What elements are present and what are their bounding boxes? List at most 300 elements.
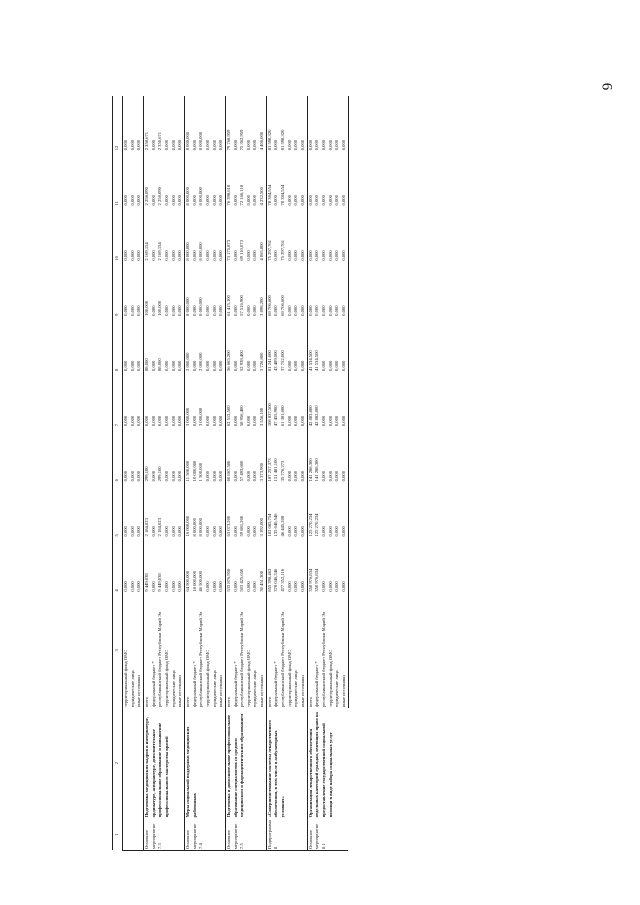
measure-title-cell: Организация лекарственного обеспечения отдельных категорий граждан, имеющих право на предоставление государственной социальной помощи в виде набора социальных услуг (307, 708, 348, 818)
header-cell: 1 (113, 818, 123, 850)
value-cell: 0,000 (191, 360, 197, 371)
value-cell: 0,000 (211, 470, 217, 482)
value-cell: 30 451,300 (259, 571, 265, 592)
value-cell: 0,000 (150, 139, 156, 151)
value-cell: 0,000 (307, 96, 314, 151)
value-cell: 8 000,000 (198, 131, 204, 151)
value-cell: 0,000 (177, 195, 183, 206)
value-cell: 0,000 (245, 250, 251, 261)
value-cell: 0,000 (327, 360, 333, 371)
value-cell: 141 288,300 (307, 427, 314, 482)
value-cell: 42 883,800 (307, 372, 314, 427)
value-cell: 0,000 (136, 195, 142, 206)
value-cell: 0,000 (211, 305, 217, 316)
value-cell: 0,000 (341, 427, 348, 482)
header-cell: 7 (113, 372, 123, 427)
value-cell: 0,000 (334, 470, 340, 482)
value-cell: 0,000 (334, 250, 340, 261)
header-cell: 11 (113, 151, 123, 206)
value-cell: 0,000 (163, 415, 169, 427)
value-cell: 125 270,234 (307, 482, 314, 537)
value-cell: 3 726,800 (259, 352, 265, 371)
value-cell: 141 288,300 (314, 458, 320, 482)
value-cell: 3 000,000 (184, 372, 191, 427)
value-cell: 108 837,500 (266, 372, 273, 427)
value-cell: 0,000 (232, 470, 238, 482)
budget-table (112, 96, 349, 851)
value-cell: 73 175,873 (225, 206, 232, 261)
value-cell: 0,000 (341, 206, 348, 261)
value-cell: 0,000 (177, 581, 183, 592)
value-cell: 0,000 (300, 305, 306, 316)
value-cell: 88,000 (143, 317, 150, 372)
value-cell: 0,000 (163, 360, 169, 371)
value-cell: 0,000 (293, 305, 299, 316)
value-cell: 0,000 (136, 360, 142, 371)
value-cell: 10 000,000 (191, 460, 197, 482)
value-cell: 182 085,754 (266, 482, 273, 537)
value-cell: 0,000 (136, 139, 142, 151)
value-cell: 0,000 (204, 250, 210, 261)
value-cell: 0,000 (293, 360, 299, 371)
funding-source-cell: всего (266, 593, 273, 708)
measure-title-cell: «Совершенствование системы лекарственного обеспечения, в том числе в амбулаторных условиях» (266, 708, 307, 818)
value-cell: 503 425,650 (239, 568, 245, 592)
value-cell: 0,000 (150, 526, 156, 537)
value-cell: 0,000 (300, 415, 306, 427)
funding-source-cell: юридические лица (170, 670, 176, 708)
value-cell: 0,000 (321, 195, 327, 206)
value-cell: 75 297,761 (280, 239, 286, 261)
value-cell: 9 449,038 (157, 573, 163, 592)
value-cell: 0,000 (334, 195, 340, 206)
value-cell: 57 516,900 (239, 295, 245, 316)
value-cell: 0,000 (170, 195, 176, 206)
funding-source-cell: иные источники (259, 675, 265, 708)
value-cell: 0,000 (300, 250, 306, 261)
value-cell: 81 598,320 (266, 96, 273, 151)
value-cell: 0,000 (245, 415, 251, 427)
value-cell: 0,000 (286, 195, 292, 206)
value-cell: 0,000 (191, 305, 197, 316)
funding-source-cell: юридические лица (334, 670, 340, 708)
value-cell: 299,100 (157, 466, 163, 482)
value-cell: 0,000 (177, 360, 183, 371)
value-cell: 2 184,023 (143, 482, 150, 537)
value-cell: 72 166,118 (239, 184, 245, 206)
funding-source-cell: всего (307, 593, 314, 708)
value-cell: 0,000 (273, 250, 279, 261)
value-cell: 8 000,000 (198, 297, 204, 316)
value-cell: 0,000 (218, 526, 224, 537)
value-cell: 0,000 (293, 415, 299, 427)
value-cell: 0,000 (314, 195, 320, 206)
value-cell: 69 110,073 (239, 240, 245, 261)
table-row (184, 96, 191, 851)
value-cell: 0,000 (204, 139, 210, 151)
value-cell: 100,000 (143, 262, 150, 317)
value-cell: 35 776,273 (280, 460, 286, 482)
measure-cell: Подпрограмма 8 (266, 818, 307, 850)
value-cell: 125 270,234 (314, 513, 320, 537)
value-cell: 0,000 (273, 195, 279, 206)
value-cell: 0,000 (300, 470, 306, 482)
value-cell: 0,000 (300, 581, 306, 592)
value-cell: 0,000 (143, 372, 150, 427)
value-cell: 0,000 (129, 305, 135, 316)
value-cell: 0,000 (204, 195, 210, 206)
value-cell: 0,000 (218, 195, 224, 206)
value-cell: 0,000 (341, 151, 348, 206)
funding-source-cell: федеральный бюджет * (191, 661, 197, 708)
header-cell: 4 (113, 538, 123, 593)
value-cell: 0,000 (252, 139, 258, 151)
value-cell: 37 752,000 (280, 350, 286, 371)
value-cell: 0,000 (204, 581, 210, 592)
value-cell: 0,000 (204, 305, 210, 316)
table-row (266, 96, 273, 851)
value-cell: 0,000 (245, 139, 251, 151)
value-cell: 0,000 (286, 139, 292, 151)
value-cell: 0,000 (334, 415, 340, 427)
value-cell: 0,000 (204, 470, 210, 482)
value-cell: 0,000 (245, 360, 251, 371)
value-cell: 350 976,834 (314, 568, 320, 592)
value-cell: 61 381,600 (280, 405, 286, 427)
value-cell: 0,000 (232, 415, 238, 427)
funding-source-cell: иные источники (177, 675, 183, 708)
value-cell: 0,000 (129, 526, 135, 537)
value-cell: 3 192,000 (259, 518, 265, 537)
value-cell: 0,000 (252, 581, 258, 592)
value-cell: 0,000 (150, 581, 156, 592)
value-cell: 0,000 (177, 470, 183, 482)
header-cell: 3 (113, 593, 123, 708)
measure-cell: Основное мероприятие 7.5 (225, 818, 266, 850)
value-cell: 0,000 (204, 526, 210, 537)
value-cell: 0,000 (286, 526, 292, 537)
value-cell: 0,000 (293, 581, 299, 592)
value-cell: 47 455,900 (273, 405, 279, 427)
value-cell: 0,000 (341, 96, 348, 151)
rotated-table-area (112, 96, 536, 851)
value-cell: 0,000 (341, 482, 348, 537)
value-cell: 0,000 (307, 206, 314, 261)
value-cell: 0,000 (170, 360, 176, 371)
value-cell: 2 258,090 (157, 187, 163, 206)
value-cell: 0,000 (170, 415, 176, 427)
value-cell: 0,000 (252, 305, 258, 316)
value-cell: 8 000,000 (184, 151, 191, 206)
value-cell: 0,000 (123, 470, 128, 482)
value-cell: 0,000 (123, 195, 128, 206)
value-cell: 78 384,554 (280, 184, 286, 206)
funding-source-cell: территориальный фонд ОМС (245, 649, 251, 708)
value-cell: 75 297,761 (266, 206, 273, 261)
value-cell: 60 706,600 (280, 295, 286, 316)
value-cell: 0,000 (170, 470, 176, 482)
measure-title-cell: Подготовка и дополнительное профессиональное образование специалистов со средним медицинским и фармацевтическим образованием (225, 708, 266, 818)
value-cell: 0,000 (191, 415, 197, 427)
value-cell: 0,000 (334, 360, 340, 371)
value-cell: 8 000,000 (184, 206, 191, 261)
value-cell: 0,000 (191, 139, 197, 151)
header-cell: 5 (113, 482, 123, 537)
value-cell: 57 493,600 (239, 460, 245, 482)
value-cell: 88,000 (157, 358, 163, 371)
value-cell: 60 867,500 (225, 427, 232, 482)
value-cell: 0,000 (211, 415, 217, 427)
value-cell: 0,000 (136, 526, 142, 537)
value-cell: 0,000 (252, 360, 258, 371)
value-cell: 0,000 (286, 470, 292, 482)
value-cell: 0,000 (163, 581, 169, 592)
value-cell: 0,000 (286, 250, 292, 261)
measure-cell: Основное мероприятие 7.4 (184, 818, 225, 850)
value-cell: 0,000 (245, 195, 251, 206)
value-cell: 0,000 (232, 360, 238, 371)
value-cell: 2 350,671 (157, 131, 163, 151)
value-cell: 0,000 (170, 305, 176, 316)
value-cell: 0,000 (321, 526, 327, 537)
value-cell: 0,000 (136, 470, 142, 482)
value-cell: 0,000 (150, 415, 156, 427)
value-cell: 2 000,000 (184, 317, 191, 372)
value-cell: 0,000 (129, 250, 135, 261)
value-cell: 0,000 (232, 139, 238, 151)
value-cell: 0,000 (123, 250, 128, 261)
value-cell: 0,000 (150, 360, 156, 371)
value-cell: 8 000,000 (198, 187, 204, 206)
value-cell: 0,000 (177, 526, 183, 537)
value-cell: 0,000 (293, 250, 299, 261)
value-cell: 0,000 (218, 415, 224, 427)
value-cell: 46 500,000 (198, 571, 204, 592)
value-cell: 0,000 (314, 139, 320, 151)
value-cell: 43 489,000 (273, 350, 279, 371)
measure-cell (123, 818, 144, 850)
value-cell: 0,000 (252, 470, 258, 482)
funding-source-cell: республиканский бюджет Республики Марий Эл (321, 611, 327, 708)
value-cell: 0,000 (327, 139, 333, 151)
value-cell: 533 876,950 (225, 538, 232, 593)
value-cell: 11 500,000 (184, 427, 191, 482)
measure-title-cell: Меры социальной поддержки медицинских работников (184, 708, 225, 818)
value-cell: 0,000 (150, 305, 156, 316)
value-cell: 76 398,618 (225, 151, 232, 206)
funding-source-cell: всего (225, 593, 232, 708)
value-cell: 0,000 (273, 305, 279, 316)
value-cell: 378 046,346 (273, 568, 279, 592)
value-cell: 0,000 (327, 415, 333, 427)
value-cell: 58 956,400 (239, 405, 245, 427)
value-cell: 2 169,154 (143, 206, 150, 261)
header-cell: 10 (113, 206, 123, 261)
value-cell: 0,000 (123, 139, 128, 151)
value-cell: 0,000 (177, 415, 183, 427)
value-cell: 0,000 (334, 581, 340, 592)
measure-title-cell: Подготовка медицинских кадров в интернатуре, ординатуре, аспирантуре, дополнительное профессиональное образование и повышение профессионального мастерства врачей (143, 708, 184, 818)
value-cell: 8 000,000 (198, 242, 204, 261)
value-cell: 0,000 (314, 305, 320, 316)
funding-source-cell: федеральный бюджет * (232, 661, 238, 708)
value-cell: 0,000 (321, 305, 327, 316)
table-row (143, 96, 150, 851)
value-cell: 0,000 (300, 139, 306, 151)
value-cell: 0,000 (334, 526, 340, 537)
value-cell: 477 352,116 (280, 568, 286, 592)
value-cell: 4 406,000 (259, 131, 265, 151)
value-cell: 0,000 (341, 262, 348, 317)
value-cell: 0,000 (191, 250, 197, 261)
value-cell: 41 534,500 (314, 350, 320, 371)
value-cell: 0,000 (129, 415, 135, 427)
value-cell: 64 500,000 (184, 538, 191, 593)
value-cell: 0,000 (218, 305, 224, 316)
value-cell: 0,000 (123, 360, 128, 371)
value-cell: 0,000 (245, 581, 251, 592)
value-cell: 0,000 (163, 139, 169, 151)
value-cell: 0,000 (129, 195, 135, 206)
value-cell: 0,000 (163, 305, 169, 316)
value-cell: 0,000 (123, 415, 128, 427)
funding-source-cell: иные источники (300, 675, 306, 708)
value-cell: 0,000 (341, 317, 348, 372)
value-cell: 0,000 (273, 139, 279, 151)
value-cell: 0,000 (334, 305, 340, 316)
value-cell: 9 449,038 (143, 538, 150, 593)
value-cell: 0,000 (123, 305, 128, 316)
header-row (113, 96, 123, 851)
value-cell: 0,000 (232, 526, 238, 537)
funding-source-cell: федеральный бюджет * (314, 661, 320, 708)
funding-source-cell: федеральный бюджет * (273, 661, 279, 708)
value-cell: 0,000 (307, 262, 314, 317)
value-cell: 0,000 (232, 250, 238, 261)
value-cell: 0,000 (293, 139, 299, 151)
value-cell: 855 398,462 (266, 538, 273, 593)
header-cell: 8 (113, 317, 123, 372)
value-cell: 0,000 (218, 139, 224, 151)
value-cell: 0,000 (170, 250, 176, 261)
value-cell: 0,000 (129, 360, 135, 371)
value-cell: 0,000 (163, 470, 169, 482)
funding-source-cell: иные источники (218, 675, 224, 708)
value-cell: 0,000 (327, 195, 333, 206)
funding-source-cell: территориальный фонд ОМС (163, 649, 169, 708)
value-cell: 56 665,200 (225, 317, 232, 372)
value-cell: 0,000 (300, 526, 306, 537)
value-cell: 42 882,800 (314, 405, 320, 427)
value-cell: 0,000 (150, 470, 156, 482)
value-cell: 2 350,671 (143, 96, 150, 151)
value-cell: 0,000 (286, 415, 292, 427)
value-cell: 3 898,200 (259, 297, 265, 316)
table-body (123, 96, 349, 851)
value-cell: 2 184,023 (157, 518, 163, 537)
value-cell: 0,000 (218, 360, 224, 371)
header-cell: 6 (113, 427, 123, 482)
measure-title-cell (123, 708, 144, 818)
value-cell: 151 481,100 (273, 458, 279, 482)
value-cell: 0,000 (191, 195, 197, 206)
value-cell: 0,000 (211, 195, 217, 206)
value-cell: 0,000 (252, 250, 258, 261)
value-cell: 18 000,000 (191, 571, 197, 592)
value-cell: 0,000 (129, 139, 135, 151)
value-cell: 0,000 (136, 415, 142, 427)
value-cell: 0,000 (136, 305, 142, 316)
value-cell: 0,000 (307, 151, 314, 206)
value-cell: 3 373,900 (259, 462, 265, 482)
funding-source-cell: всего (184, 593, 191, 708)
value-cell: 62 512,500 (225, 372, 232, 427)
value-cell: 0,000 (300, 195, 306, 206)
value-cell: 2 169,154 (157, 242, 163, 261)
value-cell: 0,000 (123, 526, 128, 537)
value-cell: 0,000 (232, 195, 238, 206)
value-cell: 79 768,959 (225, 96, 232, 151)
value-cell: 0,000 (136, 250, 142, 261)
value-cell: 0,000 (211, 526, 217, 537)
value-cell: 0,000 (252, 195, 258, 206)
value-cell: 0,000 (211, 360, 217, 371)
value-cell: 0,000 (341, 372, 348, 427)
funding-source-cell: юридические лица (252, 670, 258, 708)
value-cell: 0,000 (334, 139, 340, 151)
funding-source-cell: юридические лица (129, 670, 135, 708)
header-cell: 2 (113, 708, 123, 818)
measure-cell: Основное мероприятие 7.3 (143, 818, 184, 850)
value-cell: 0,000 (170, 139, 176, 151)
value-cell: 0,000 (163, 526, 169, 537)
value-cell: 81 241,000 (266, 317, 273, 372)
value-cell: 299,100 (143, 427, 150, 482)
value-cell: 8 000,000 (191, 518, 197, 537)
value-cell: 59 881,200 (239, 515, 245, 537)
value-cell: 0,000 (170, 526, 176, 537)
value-cell: 0,000 (163, 250, 169, 261)
value-cell: 0,000 (204, 360, 210, 371)
value-cell: 0,000 (157, 415, 163, 427)
value-cell: 8 000,000 (198, 518, 204, 537)
value-cell: 350 976,834 (307, 538, 314, 593)
value-cell: 0,000 (327, 470, 333, 482)
funding-source-cell: республиканский бюджет Республики Марий Эл (157, 611, 163, 708)
value-cell: 0,000 (321, 139, 327, 151)
funding-source-cell: иные источники (136, 675, 142, 708)
value-cell: 0,000 (293, 526, 299, 537)
value-cell: 3 000,000 (198, 407, 204, 427)
value-cell: 60 706,600 (266, 262, 273, 317)
funding-source-cell: территориальный фонд ОМС (327, 649, 333, 708)
funding-source-cell: юридические лица (211, 670, 217, 708)
header-cell: 12 (113, 96, 123, 151)
value-cell: 0,000 (218, 581, 224, 592)
value-cell: 75 362,959 (239, 129, 245, 151)
value-cell: 0,000 (150, 195, 156, 206)
value-cell: 0,000 (300, 360, 306, 371)
value-cell: 0,000 (177, 139, 183, 151)
value-cell: 16 000,000 (184, 482, 191, 537)
value-cell: 0,000 (136, 581, 142, 592)
table-row (307, 96, 314, 851)
value-cell: 0,000 (327, 526, 333, 537)
value-cell: 0,000 (245, 305, 251, 316)
funding-source-cell: юридические лица (293, 670, 299, 708)
value-cell: 0,000 (170, 581, 176, 592)
value-cell: 0,000 (327, 581, 333, 592)
